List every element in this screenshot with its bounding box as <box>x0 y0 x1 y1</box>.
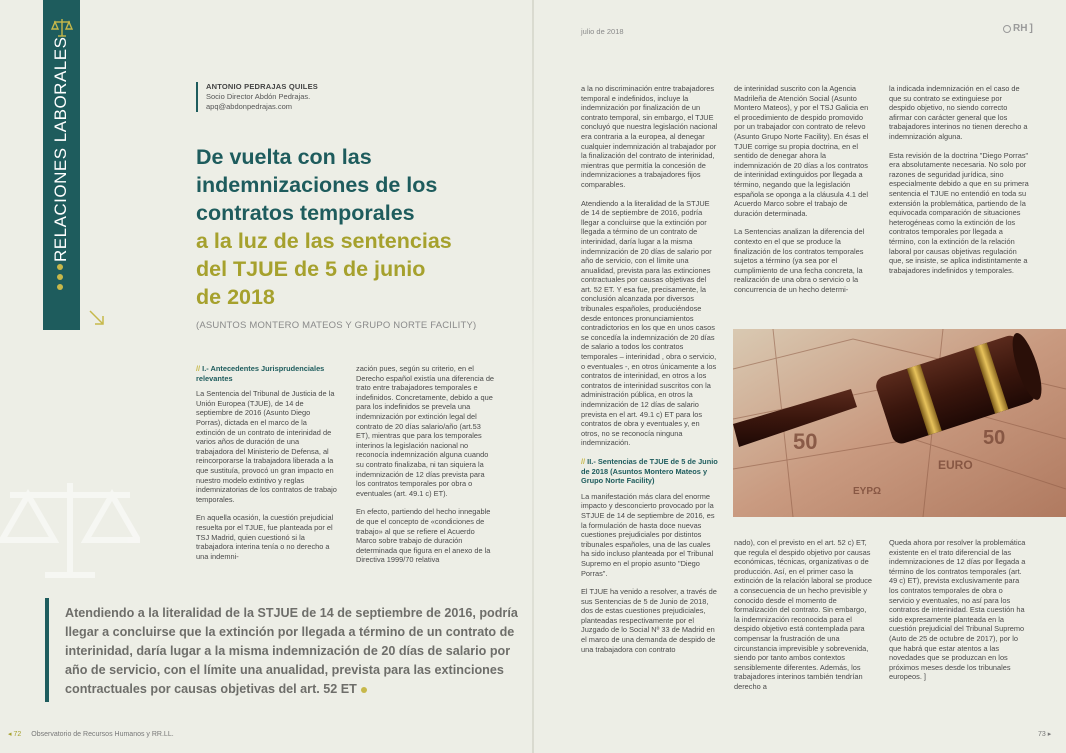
section-tab <box>43 0 80 330</box>
page-number-right: 73 ▸ <box>1038 731 1052 738</box>
section-heading: // I.- Antecedentes Jurisprudenciales relevantes <box>196 364 325 383</box>
pull-quote: Atendiendo a la literalidad de la STJUE de 14 de septiembre de 2016, podría llegar a concluirse que la extinción por llegada a término de un contrato de interinidad, daría lugar a la misma indemnización de 20 días de salario por año de servicio, con el límite una anualidad, prevista para las extinciones contractuales por causas objetivas del art. 52 ET <box>45 598 525 702</box>
section-label: RELACIONES LABORALES <box>51 36 70 262</box>
arrow-down-right-icon <box>88 309 106 327</box>
paragraph: de interinidad suscrito con la Agencia Madrileña de Atención Social (Asunto Montero Mateos), y por el TSJ Galicia en el procedimiento de despido promovido por un trabajador con contrato de relevo (Asunto Grupo Norte Facility). En ésas el TJUE corrige su propia doctrina, en el sentido de denegar ahora la indemnización de 20 días a los contratos de interinidad extinguidos por llegada a término, negando que la legislación española se oponga a la cláusula 4.1 del Acuerdo Marco sobre el trabajo de duración determinada. <box>734 84 869 218</box>
section-heading: // II.- Sentencias de TJUE de 5 de Junio de 2018 (Asuntos Montero Mateos y Grupo Norte Facility) <box>581 456 718 486</box>
paragraph: La Sentencia del Tribunal de Justicia de la Unión Europea (TJUE), de 14 de septiembre de 2016 (Asunto Diego Porras), dictada en el marco de la extinción de un contrato de interinidad de varios años de duración de una trabajadora del Ministerio de Defensa, al reincorporarse la trabajadora liberada a la que sustituía, provocó un gran impacto en nuestro modelo extintivo y reglas indemnizatorias de los contratos de trabajo temporales. <box>196 389 337 504</box>
banknote-text: EURO <box>938 458 973 472</box>
paragraph: Atendiendo a la literalidad de la STJUE de 14 de septiembre de 2016, podría llegar a concluirse que la extinción por llegada a término de un contrato de interinidad, daría lugar a la misma indemnización de 20 días de salario por año de servicio, con el límite una anualidad, prevista para las extinciones contractuales por causas objetivas del art. 52 ET. Y esa fue, precisamente, la conclusión alcanzada por diversos tribunales españoles, produciéndose desde entonces pronunciamientos contradictorios en los que en unos casos se concedía la indemnización de 20 días de salario a todos los contratos temporales – interinidad , obra o servicio, o eventuales -, en otros únicamente a los contratos de interinidad, en otros a los contratos de interinidad suscritos con la administración pública, en otros la indemnización de 12 días de salario prevista en el art. 49.1 c) ET para los contratos de obra y eventuales y, en otros, no se reconocía ninguna indemnización. <box>581 198 717 448</box>
paragraph: Queda ahora por resolver la problemática existente en el trato diferencial de las indemnizaciones de 12 días por llegada a término de los contratos temporales (art. 49 c) ET), prevista exclusivamente para los contratos temporales de obra o servicio y eventuales, no así para los contratos de interinidad. Esta cuestión ha sido expresamente planteada en la cuestión prejudicial del Tribunal Supremo (Auto de 25 de octubre de 2017), por lo que habrá que estar atentos a las novedades que se produzcan en los próximos meses desde los tribunales europeos. ] <box>889 538 1026 682</box>
gavel-euro-photo <box>733 329 1066 517</box>
paragraph: En aquella ocasión, la cuestión prejudicial resuelta por el TJUE, fue planteada por el TSJ Madrid, quien cuestionó si la trabajadora interina tenía o no derecho a una indemni- <box>196 513 334 561</box>
paragraph: la indicada indemnización en el caso de que su contrato se extinguiese por despido objetivo, no siendo correcto afirmar con carácter general que los trabajadores interinos no tienen derecho a indemnización alguna. <box>889 84 1028 141</box>
page-number-left: ◂ 72 <box>8 731 22 738</box>
paragraph: zación pues, según su criterio, en el Derecho español existía una diferencia de trato entre trabajadores temporales e indefinidos. Concretamente, debido a que para los indefinidos se prevela una indemnización por extinción legal del contrato de 20 días salario/año (art.53 ET), mientras que para los temporales interinos la legislación nacional no reconocía indemnización alguna cuando su contrato finalizaba, ni tan siquiera la indemnización de 12 días prevista para los contratos temporales por obra o eventuales (art. 49.1 c) ET). <box>356 364 495 498</box>
paragraph: a la no discriminación entre trabajadores temporal e indefinidos, incluye la indemnización por finalización de un contrato temporal, sin embargo, el TJUE concluyó que nuestra legislación nacional era contraria a la europea, al denegar cualquier indemnización al trabajador por la finalización del contrato de interinidad, mientras que permitía la concesión de indemnizaciones a trabajadores fijos comparables. <box>581 84 718 189</box>
text-column-4-top <box>734 84 874 303</box>
text-column-3 <box>581 84 718 663</box>
page-gutter <box>532 0 534 753</box>
paragraph: nado), con el previsto en el art. 52 c) ET, que regula el despido objetivo por causas económicas, técnicas, organizativas o de producción. Así, en el primer caso la extinción de la relación laboral se produce a consecuencia de un hecho previsible y conocido desde el momento de formalización del contrato. Sin embargo, la indemnización reconocida para el despido objetivo está contemplada para compensar la frustración de una circunstancia imprevisible y sobrevenida, siendo por tanto ambos contextos sensiblemente diferentes. Además, los trabajadores interinos también tendrían derecho a <box>734 538 873 691</box>
scales-watermark-icon <box>0 475 140 585</box>
text-column-5-bottom <box>889 538 1029 691</box>
title-line: de 2018 <box>196 285 275 309</box>
title-line: del TJUE de 5 de junio <box>196 257 426 281</box>
section-dots <box>57 264 63 290</box>
title-line: a la luz de las sentencias <box>196 229 452 253</box>
paragraph: El TJUE ha venido a resolver, a través de sus Sentencias de 5 de Junio de 2018, dos de estas cuestiones prejudiciales, planteadas respectivamente por el Juzgado de lo Social Nº 33 de Madrid en el marco de una demanda de despido de una trabajadora con contrato <box>581 587 717 654</box>
article-title <box>196 143 506 311</box>
ring-icon <box>1003 25 1011 33</box>
author-role: Socio Director Abdón Pedrajas. <box>206 92 311 101</box>
author-byline <box>196 82 318 112</box>
text-column-2 <box>356 364 496 574</box>
banknote-text: EYPΩ <box>853 486 882 497</box>
text-column-4-bottom <box>734 538 874 701</box>
paragraph: La manifestación más clara del enorme impacto y desconcierto provocado por la STJUE de 14 de septiembre de 2016, es la formulación de hasta doce nuevas cuestiones prejudiciales por distintos tribunales españoles, una de las cuales ha sido incluso planteada por el Tribunal Supremo en el propio asunto "Diego Porras". <box>581 491 715 578</box>
title-line: indemnizaciones de los <box>196 173 438 197</box>
paragraph: La Sentencias analizan la diferencia del contexto en el que se produce la finalización de los contratos temporales sujetos a término (ya sea por el cumplimiento de una fecha concreta, la realización de una obra o servicio o la concurrencia de un hecho determi- <box>734 227 865 294</box>
paragraph: Esta revisión de la doctrina "Diego Porras" era absolutamente necesaria. No solo por razones de seguridad jurídica, sino especialmente debido a que en su primera sentencia el TJUE no entendió en toda su extensión la problemática, partiendo de la equivocada comparación de situaciones heterogéneas como la extinción de los contratos temporales por llegada a término, con la extinción de la relación laboral por causas objetivas regulación que, se insiste, se aplica indistintamente a trabajadores indefinidos y temporales. <box>889 150 1029 275</box>
author-email[interactable]: apq@abdonpedrajas.com <box>206 102 293 111</box>
banknote-number: 50 <box>983 427 1006 449</box>
quote-dot-icon <box>361 687 367 693</box>
text-column-1 <box>196 364 338 570</box>
author-name: ANTONIO PEDRAJAS QUILES <box>206 82 318 91</box>
title-line: De vuelta con las <box>196 145 372 169</box>
text-column-5-top <box>889 84 1029 284</box>
title-line: contratos temporales <box>196 201 415 225</box>
paragraph: En efecto, partiendo del hecho innegable de que el concepto de «condiciones de trabajo» al que se refiere el Acuerdo Marco sobre trabajo de duración determinada que figura en el anexo de la Directiva 1999/70 relativa <box>356 507 491 565</box>
issue-date: julio de 2018 <box>581 27 624 36</box>
footer-left <box>8 730 174 738</box>
banknote-number: 50 <box>793 429 818 454</box>
article-subtitle: (ASUNTOS MONTERO MATEOS Y GRUPO NORTE FACILITY) <box>196 320 477 331</box>
publication-name: Observatorio de Recursos Humanos y RR.LL. <box>31 730 174 738</box>
rh-logo: RH ] <box>1003 23 1033 34</box>
